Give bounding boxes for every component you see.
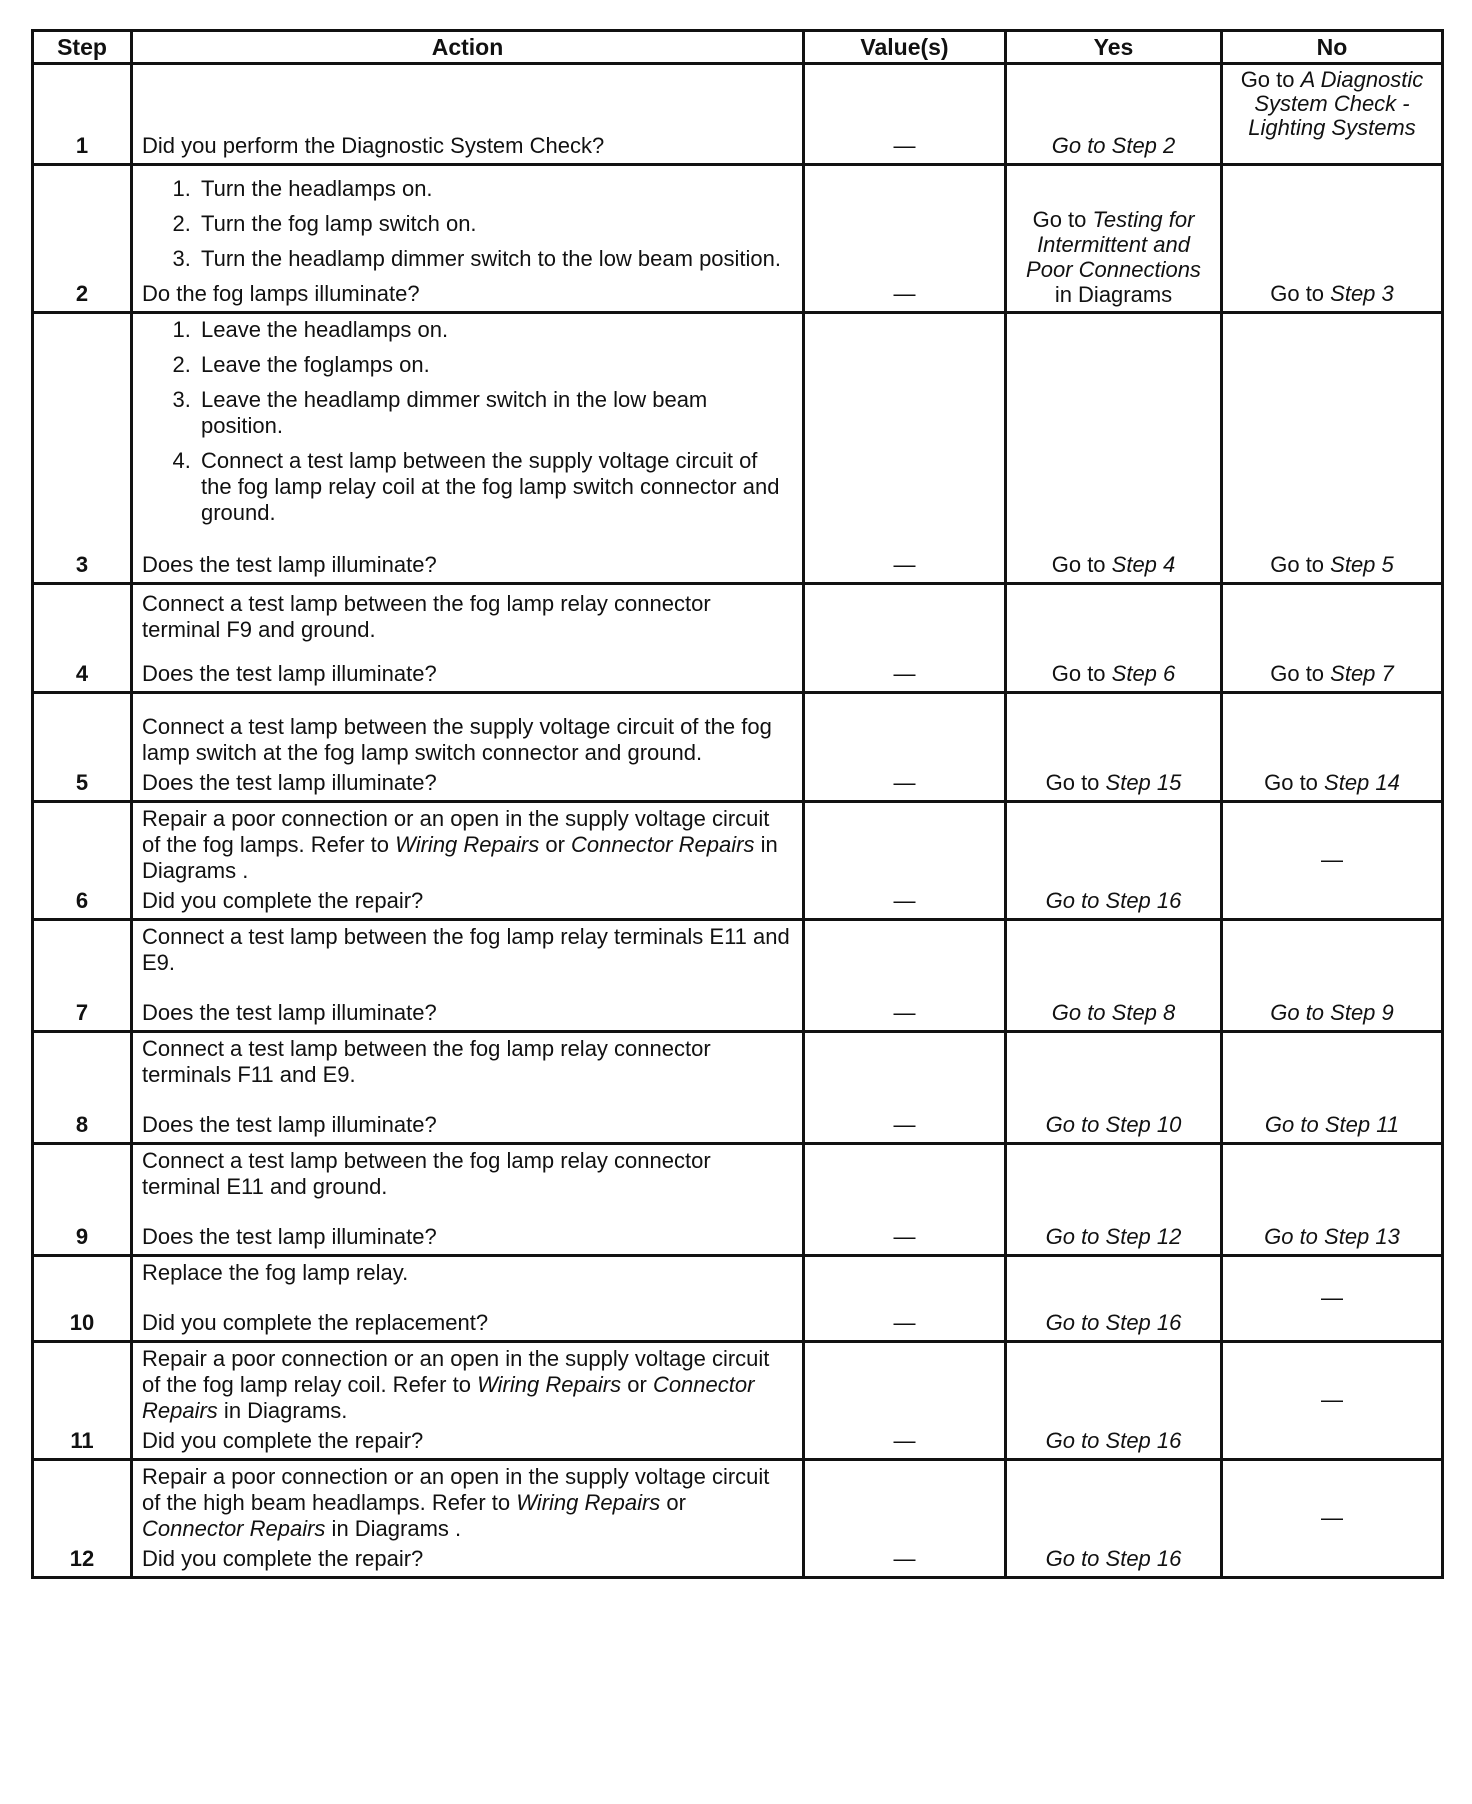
action-text-part: in Diagrams . (142, 832, 778, 883)
table-row (33, 1460, 1443, 1578)
header-action: Action (132, 31, 804, 64)
yes-prefix: Go to (1045, 770, 1106, 795)
no-prefix: Go to (1264, 770, 1325, 795)
value-cell: — (804, 64, 1006, 165)
yes-link[interactable]: Testing for Intermittent and Poor Connections (1026, 207, 1201, 282)
action-text-part: in Diagrams. (217, 1398, 348, 1423)
header-step: Step (33, 31, 132, 64)
action-cell (132, 920, 804, 1032)
step-number: 11 (33, 1342, 132, 1460)
action-cell (132, 165, 804, 313)
action-text: Connect a test lamp between the fog lamp relay terminals E11 and E9. (142, 924, 790, 975)
yes-link[interactable]: Step 4 (1111, 552, 1176, 577)
step-number: 3 (33, 313, 132, 584)
connector-repairs-link[interactable]: Connector Repairs (571, 832, 755, 857)
no-link[interactable]: Go to Step 11 (1264, 1112, 1400, 1137)
no-cell[interactable] (1222, 584, 1443, 693)
no-prefix: Go to (1270, 552, 1331, 577)
action-text-part: in Diagrams . (325, 1516, 462, 1541)
action-question: Do the fog lamps illuminate? (142, 281, 420, 306)
action-cell (132, 693, 804, 802)
no-cell[interactable] (1222, 693, 1443, 802)
action-text-part: Repair a poor connection or an open in the supply voltage circuit of the high beam headlamps. Refer to (142, 1464, 770, 1515)
yes-cell[interactable] (1006, 313, 1222, 584)
substep: 2. Leave the foglamps on. (197, 352, 793, 378)
no-link[interactable]: Step 5 (1330, 552, 1394, 577)
header-row (33, 31, 1443, 64)
no-cell[interactable] (1222, 313, 1443, 584)
action-question: Did you complete the repair? (142, 1428, 424, 1453)
table-row (33, 165, 1443, 313)
yes-cell[interactable] (1006, 920, 1222, 1032)
yes-link[interactable]: Go to Step 10 (1045, 1112, 1182, 1137)
action-text: Connect a test lamp between the fog lamp relay connector terminal E11 and ground. (142, 1148, 711, 1199)
yes-link[interactable]: Go to Step 16 (1045, 1428, 1182, 1453)
value-cell: — (804, 802, 1006, 920)
value-cell: — (804, 1342, 1006, 1460)
yes-cell[interactable] (1006, 1144, 1222, 1256)
yes-prefix: Go to (1051, 661, 1112, 686)
action-question: Does the test lamp illuminate? (142, 552, 437, 577)
action-cell (132, 313, 804, 584)
wiring-repairs-link[interactable]: Wiring Repairs (395, 832, 540, 857)
value-cell: — (804, 584, 1006, 693)
table-row (33, 693, 1443, 802)
yes-prefix: Go to (1032, 207, 1093, 232)
yes-cell[interactable] (1006, 1342, 1222, 1460)
action-text-part: or (621, 1372, 653, 1397)
table-row (33, 1342, 1443, 1460)
step-number: 9 (33, 1144, 132, 1256)
yes-cell[interactable] (1006, 1460, 1222, 1578)
yes-link[interactable]: Step 6 (1111, 661, 1176, 686)
action-cell (132, 1460, 804, 1578)
substep: 3. Leave the headlamp dimmer switch in the low beam position. (197, 387, 793, 439)
no-link[interactable]: Step 14 (1324, 770, 1400, 795)
yes-cell[interactable] (1006, 1032, 1222, 1144)
no-cell[interactable] (1222, 1032, 1443, 1144)
action-cell (132, 1256, 804, 1342)
action-question: Does the test lamp illuminate? (142, 661, 437, 686)
yes-cell[interactable] (1006, 584, 1222, 693)
no-cell[interactable] (1222, 1144, 1443, 1256)
step-number: 8 (33, 1032, 132, 1144)
action-question: Does the test lamp illuminate? (142, 1000, 437, 1025)
action-cell (132, 1032, 804, 1144)
no-cell[interactable] (1222, 165, 1443, 313)
action-text (142, 806, 793, 884)
yes-link[interactable]: Go to Step 12 (1045, 1224, 1182, 1249)
step-number: 10 (33, 1256, 132, 1342)
yes-link[interactable]: Go to Step 2 (1051, 133, 1176, 158)
yes-link[interactable]: Go to Step 16 (1045, 1546, 1182, 1571)
no-link[interactable]: Go to Step 13 (1264, 1224, 1400, 1249)
no-link[interactable]: A Diagnostic System Check - Lighting Systems (1248, 67, 1424, 140)
no-cell: — (1222, 802, 1443, 920)
action-question: Does the test lamp illuminate? (142, 770, 437, 795)
table-row (33, 64, 1443, 165)
yes-link[interactable]: Go to Step 8 (1051, 1000, 1176, 1025)
action-text: Replace the fog lamp relay. (142, 1260, 409, 1285)
action-cell (132, 1342, 804, 1460)
diagnostic-table-sheet (31, 29, 1441, 1579)
value-cell: — (804, 1460, 1006, 1578)
action-question: Did you complete the repair? (142, 1546, 424, 1571)
action-text: Did you perform the Diagnostic System Check? (142, 133, 605, 158)
no-prefix: Go to (1270, 661, 1331, 686)
step-number: 6 (33, 802, 132, 920)
table-row (33, 1256, 1443, 1342)
substep: 1. Leave the headlamps on. (197, 317, 793, 343)
step-number: 1 (33, 64, 132, 165)
no-link[interactable]: Step 7 (1330, 661, 1394, 686)
no-link[interactable]: Step 3 (1330, 281, 1394, 306)
value-cell: — (804, 920, 1006, 1032)
no-cell: — (1222, 1256, 1443, 1342)
yes-cell[interactable] (1006, 802, 1222, 920)
action-question: Did you complete the replacement? (142, 1310, 489, 1335)
header-no: No (1222, 31, 1443, 64)
no-link[interactable]: Go to Step 9 (1270, 1000, 1394, 1025)
action-text: Connect a test lamp between the supply voltage circuit of the fog lamp switch at the fog lamp switch connector and ground. (142, 714, 772, 765)
step-number: 4 (33, 584, 132, 693)
step-number: 7 (33, 920, 132, 1032)
yes-prefix: Go to (1051, 552, 1112, 577)
step-number: 5 (33, 693, 132, 802)
value-cell: — (804, 1032, 1006, 1144)
action-cell (132, 64, 804, 165)
step-number: 2 (33, 165, 132, 313)
yes-suffix: in Diagrams (1054, 282, 1173, 307)
yes-cell[interactable] (1006, 165, 1222, 313)
yes-cell[interactable] (1006, 693, 1222, 802)
action-question: Does the test lamp illuminate? (142, 1112, 437, 1137)
action-text (142, 1464, 793, 1542)
action-cell (132, 1144, 804, 1256)
action-text (142, 1346, 793, 1424)
substep-list (142, 176, 793, 272)
action-question: Did you complete the repair? (142, 888, 424, 913)
step-number: 12 (33, 1460, 132, 1578)
no-cell: — (1222, 1342, 1443, 1460)
yes-link[interactable]: Go to Step 16 (1045, 1310, 1182, 1335)
value-cell: — (804, 1256, 1006, 1342)
action-cell (132, 584, 804, 693)
no-prefix: Go to (1270, 281, 1331, 306)
substep: 2. Turn the fog lamp switch on. (197, 211, 793, 237)
value-cell: — (804, 693, 1006, 802)
table-row (33, 920, 1443, 1032)
header-yes: Yes (1006, 31, 1222, 64)
wiring-repairs-link[interactable]: Wiring Repairs (516, 1490, 661, 1515)
action-cell (132, 802, 804, 920)
action-text: Connect a test lamp between the fog lamp relay connector terminal F9 and ground. (142, 591, 711, 642)
table-row (33, 1144, 1443, 1256)
yes-cell[interactable] (1006, 64, 1222, 165)
no-cell[interactable] (1222, 64, 1443, 165)
action-text-part: or (539, 832, 572, 857)
wiring-repairs-link[interactable]: Wiring Repairs (477, 1372, 622, 1397)
action-question: Does the test lamp illuminate? (142, 1224, 437, 1249)
substep: 3. Turn the headlamp dimmer switch to the low beam position. (197, 246, 793, 272)
action-text-part: Repair a poor connection or an open in the supply voltage circuit of the fog lamp relay coil. Refer to (142, 1346, 770, 1397)
action-text: Connect a test lamp between the fog lamp relay connector terminals F11 and E9. (142, 1036, 711, 1087)
yes-link[interactable]: Go to Step 16 (1045, 888, 1182, 913)
action-text-part: or (660, 1490, 686, 1515)
no-prefix: Go to (1240, 67, 1301, 92)
connector-repairs-link[interactable]: Connector Repairs (142, 1372, 755, 1423)
table-row (33, 584, 1443, 693)
diagnostic-table (31, 29, 1444, 1579)
table-row (33, 313, 1443, 584)
value-cell: — (804, 313, 1006, 584)
connector-repairs-link[interactable]: Connector Repairs (142, 1516, 326, 1541)
yes-cell[interactable] (1006, 1256, 1222, 1342)
header-values: Value(s) (804, 31, 1006, 64)
yes-link[interactable]: Step 15 (1105, 770, 1182, 795)
table-row (33, 1032, 1443, 1144)
value-cell: — (804, 1144, 1006, 1256)
no-cell[interactable] (1222, 920, 1443, 1032)
table-row (33, 802, 1443, 920)
substep: 4. Connect a test lamp between the supply voltage circuit of the fog lamp relay coil at the fog lamp switch connector and ground. (197, 448, 793, 526)
action-text-part: Repair a poor connection or an open in the supply voltage circuit of the fog lamps. Refer to (142, 806, 770, 857)
substep: 1. Turn the headlamps on. (197, 176, 793, 202)
no-cell: — (1222, 1460, 1443, 1578)
substep-list (142, 317, 793, 526)
value-cell: — (804, 165, 1006, 313)
